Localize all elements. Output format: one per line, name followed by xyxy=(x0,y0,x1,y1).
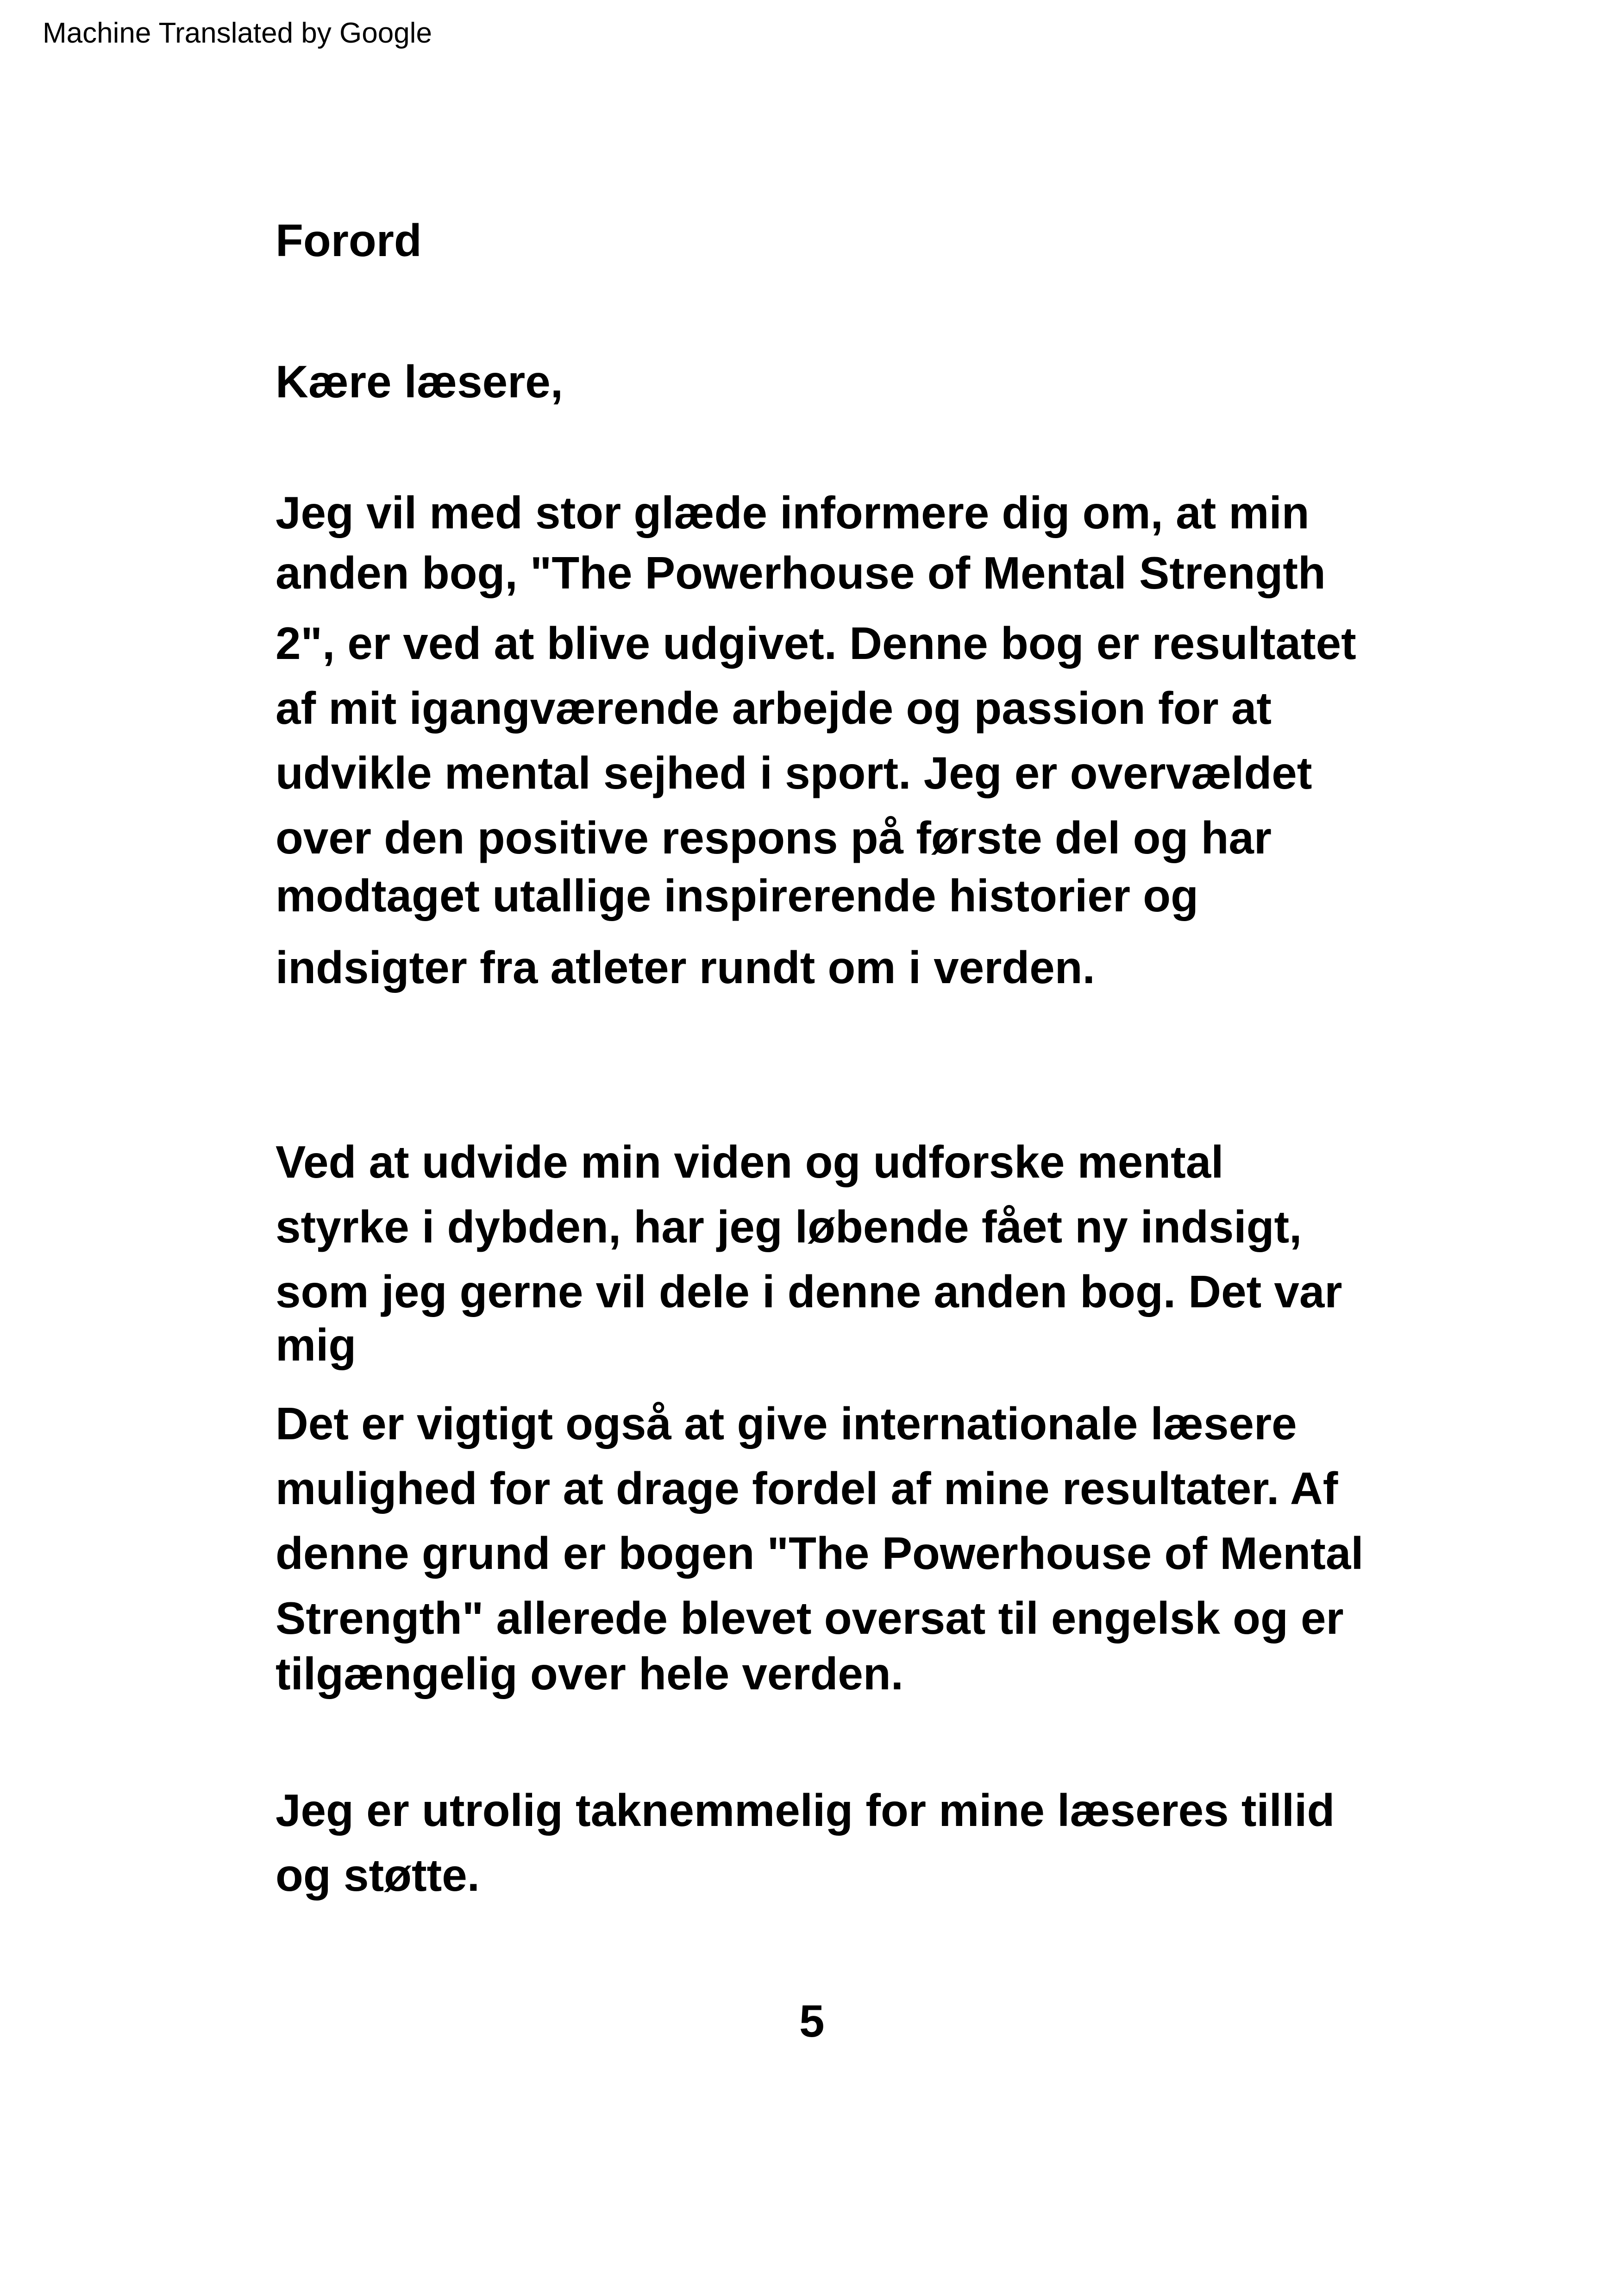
paragraph-1-line-3: 2", er ved at blive udgivet. Denne bog er resultatet xyxy=(276,618,1356,669)
paragraph-2-line-9: tilgængelig over hele verden. xyxy=(276,1648,904,1699)
paragraph-2-line-1: Ved at udvide min viden og udforske mental xyxy=(276,1136,1224,1187)
paragraph-2-line-7: denne grund er bogen "The Powerhouse of Mental xyxy=(276,1528,1364,1579)
paragraph-1-line-8: indsigter fra atleter rundt om i verden. xyxy=(276,942,1095,993)
page-title: Forord xyxy=(276,215,422,266)
paragraph-2-line-4: mig xyxy=(276,1319,357,1370)
paragraph-1-line-4: af mit igangværende arbejde og passion for at xyxy=(276,683,1272,734)
translation-banner: Machine Translated by Google xyxy=(43,17,432,49)
salutation: Kære læsere, xyxy=(276,356,564,407)
paragraph-2-line-6: mulighed for at drage fordel af mine resultater. Af xyxy=(276,1463,1338,1514)
page-number: 5 xyxy=(799,1995,825,2046)
paragraph-1-line-5: udvikle mental sejhed i sport. Jeg er overvældet xyxy=(276,747,1312,798)
paragraph-1-line-1: Jeg vil med stor glæde informere dig om, at min xyxy=(276,487,1310,538)
paragraph-3-line-1: Jeg er utrolig taknemmelig for mine læseres tillid xyxy=(276,1785,1335,1836)
paragraph-2-line-3: som jeg gerne vil dele i denne anden bog. Det var xyxy=(276,1266,1342,1317)
paragraph-1-line-7: modtaget utallige inspirerende historier og xyxy=(276,870,1198,921)
paragraph-3-line-2: og støtte. xyxy=(276,1850,480,1901)
paragraph-1-line-2: anden bog, "The Powerhouse of Mental Strength xyxy=(276,547,1326,598)
paragraph-2-line-2: styrke i dybden, har jeg løbende fået ny indsigt, xyxy=(276,1201,1302,1252)
paragraph-1-line-6: over den positive respons på første del og har xyxy=(276,812,1272,863)
paragraph-2-line-5: Det er vigtigt også at give internationale læsere xyxy=(276,1398,1297,1449)
paragraph-2-line-8: Strength" allerede blevet oversat til engelsk og er xyxy=(276,1593,1344,1644)
